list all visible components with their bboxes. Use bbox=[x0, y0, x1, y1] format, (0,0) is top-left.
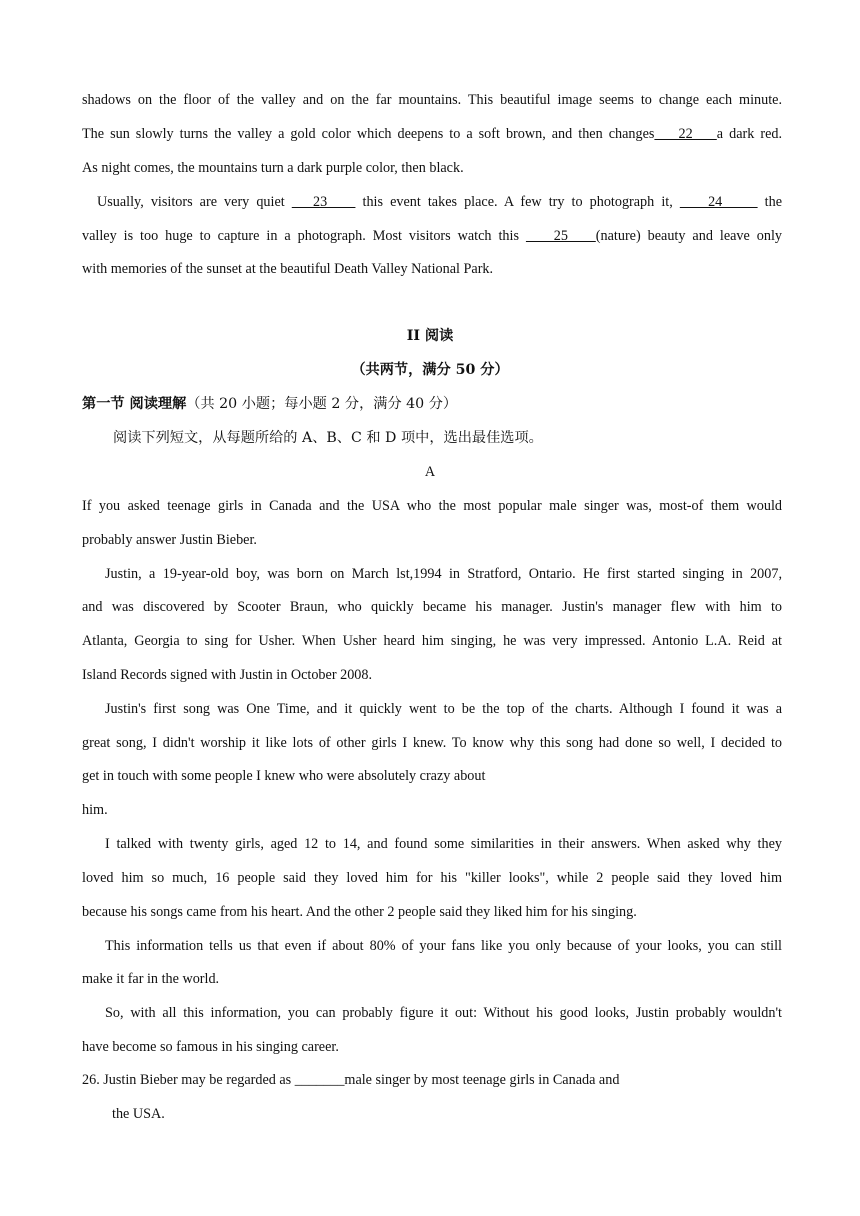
passage-text: (nature) beauty and leave only bbox=[595, 228, 782, 244]
passage-line: I talked with twenty girls, aged 12 to 14, and found some similarities in their answers. When asked why they bbox=[105, 836, 782, 852]
passage-text: The sun slowly turns the valley a gold color which deepens to a soft brown, and then changes bbox=[82, 126, 655, 142]
passage-line: Atlanta, Georgia to sing for Usher. When Usher heard him singing, he was very impressed. Antonio L.A. Reid at bbox=[82, 633, 782, 649]
passage-line: shadows on the floor of the valley and on the far mountains. This beautiful image seems to change each minute. bbox=[82, 92, 782, 108]
passage-line: with memories of the sunset at the beautiful Death Valley National Park. bbox=[82, 261, 494, 277]
passage-line: him. bbox=[82, 802, 108, 818]
passage-text: Usually, visitors are very quiet bbox=[97, 194, 292, 210]
passage-line bbox=[82, 124, 782, 144]
passage-text: this event takes place. A few try to photograph it, bbox=[355, 194, 680, 210]
passage-line: Island Records signed with Justin in October 2008. bbox=[82, 667, 373, 683]
instruction: 阅读下列短文，从每题所给的 A、B、C 和 D 项中，选出最佳选项。 bbox=[113, 430, 543, 446]
passage-line: Justin's first song was One Time, and it quickly went to be the top of the charts. Although I found it was a bbox=[105, 701, 782, 717]
question-26: 26. Justin Bieber may be regarded as _______male singer by most teenage girls in Canada and bbox=[82, 1072, 620, 1088]
passage-line: great song, I didn't worship it like lots of other girls I knew. To know why this song had done so well, I decided to bbox=[82, 735, 782, 751]
passage-line: and was discovered by Scooter Braun, who quickly became his manager. Justin's manager flew with him to bbox=[82, 599, 782, 615]
passage-line: get in touch with some people I knew who were absolutely crazy about bbox=[82, 768, 486, 784]
passage-line: Justin, a 19-year-old boy, was born on March lst,1994 in Stratford, Ontario. He first started singing in 2007, bbox=[105, 566, 782, 582]
blank-23: 23 bbox=[291, 194, 356, 210]
passage-line: As night comes, the mountains turn a dark purple color, then black. bbox=[82, 160, 464, 176]
passage-text: a dark red. bbox=[716, 126, 783, 142]
passage-line: probably answer Justin Bieber. bbox=[82, 532, 257, 548]
passage-line bbox=[97, 192, 782, 212]
blank-25: 25 bbox=[525, 228, 596, 244]
section-title: II 阅读 bbox=[406, 328, 454, 344]
section-subtitle: （共两节，满分 50 分） bbox=[351, 362, 509, 378]
passage-line: make it far in the world. bbox=[82, 971, 220, 987]
part-heading bbox=[82, 394, 782, 414]
passage-line bbox=[82, 226, 782, 246]
passage-text: valley is too huge to capture in a photograph. Most visitors watch this bbox=[82, 228, 526, 244]
passage-line: loved him so much, 16 people said they loved him for his "killer looks", while 2 people said they loved him bbox=[82, 870, 782, 886]
passage-label: A bbox=[424, 464, 436, 480]
passage-line: If you asked teenage girls in Canada and the USA who the most popular male singer was, most-of them would bbox=[82, 498, 782, 514]
passage-text: the bbox=[757, 194, 783, 210]
part-label: 第一节 阅读理解 bbox=[82, 396, 187, 412]
part-note: （共 20 小题；每小题 2 分，满分 40 分） bbox=[186, 396, 458, 412]
blank-24: 24 bbox=[679, 194, 758, 210]
passage-line: because his songs came from his heart. And the other 2 people said they liked him for his singing. bbox=[82, 904, 637, 920]
question-26-continued: the USA. bbox=[112, 1106, 165, 1122]
passage-line: So, with all this information, you can probably figure it out: Without his good looks, Justin probably wouldn't bbox=[105, 1005, 782, 1021]
passage-line: have become so famous in his singing career. bbox=[82, 1039, 339, 1055]
blank-22: 22 bbox=[654, 126, 717, 142]
passage-line: This information tells us that even if about 80% of your fans like you only because of your looks, you can still bbox=[105, 938, 782, 954]
